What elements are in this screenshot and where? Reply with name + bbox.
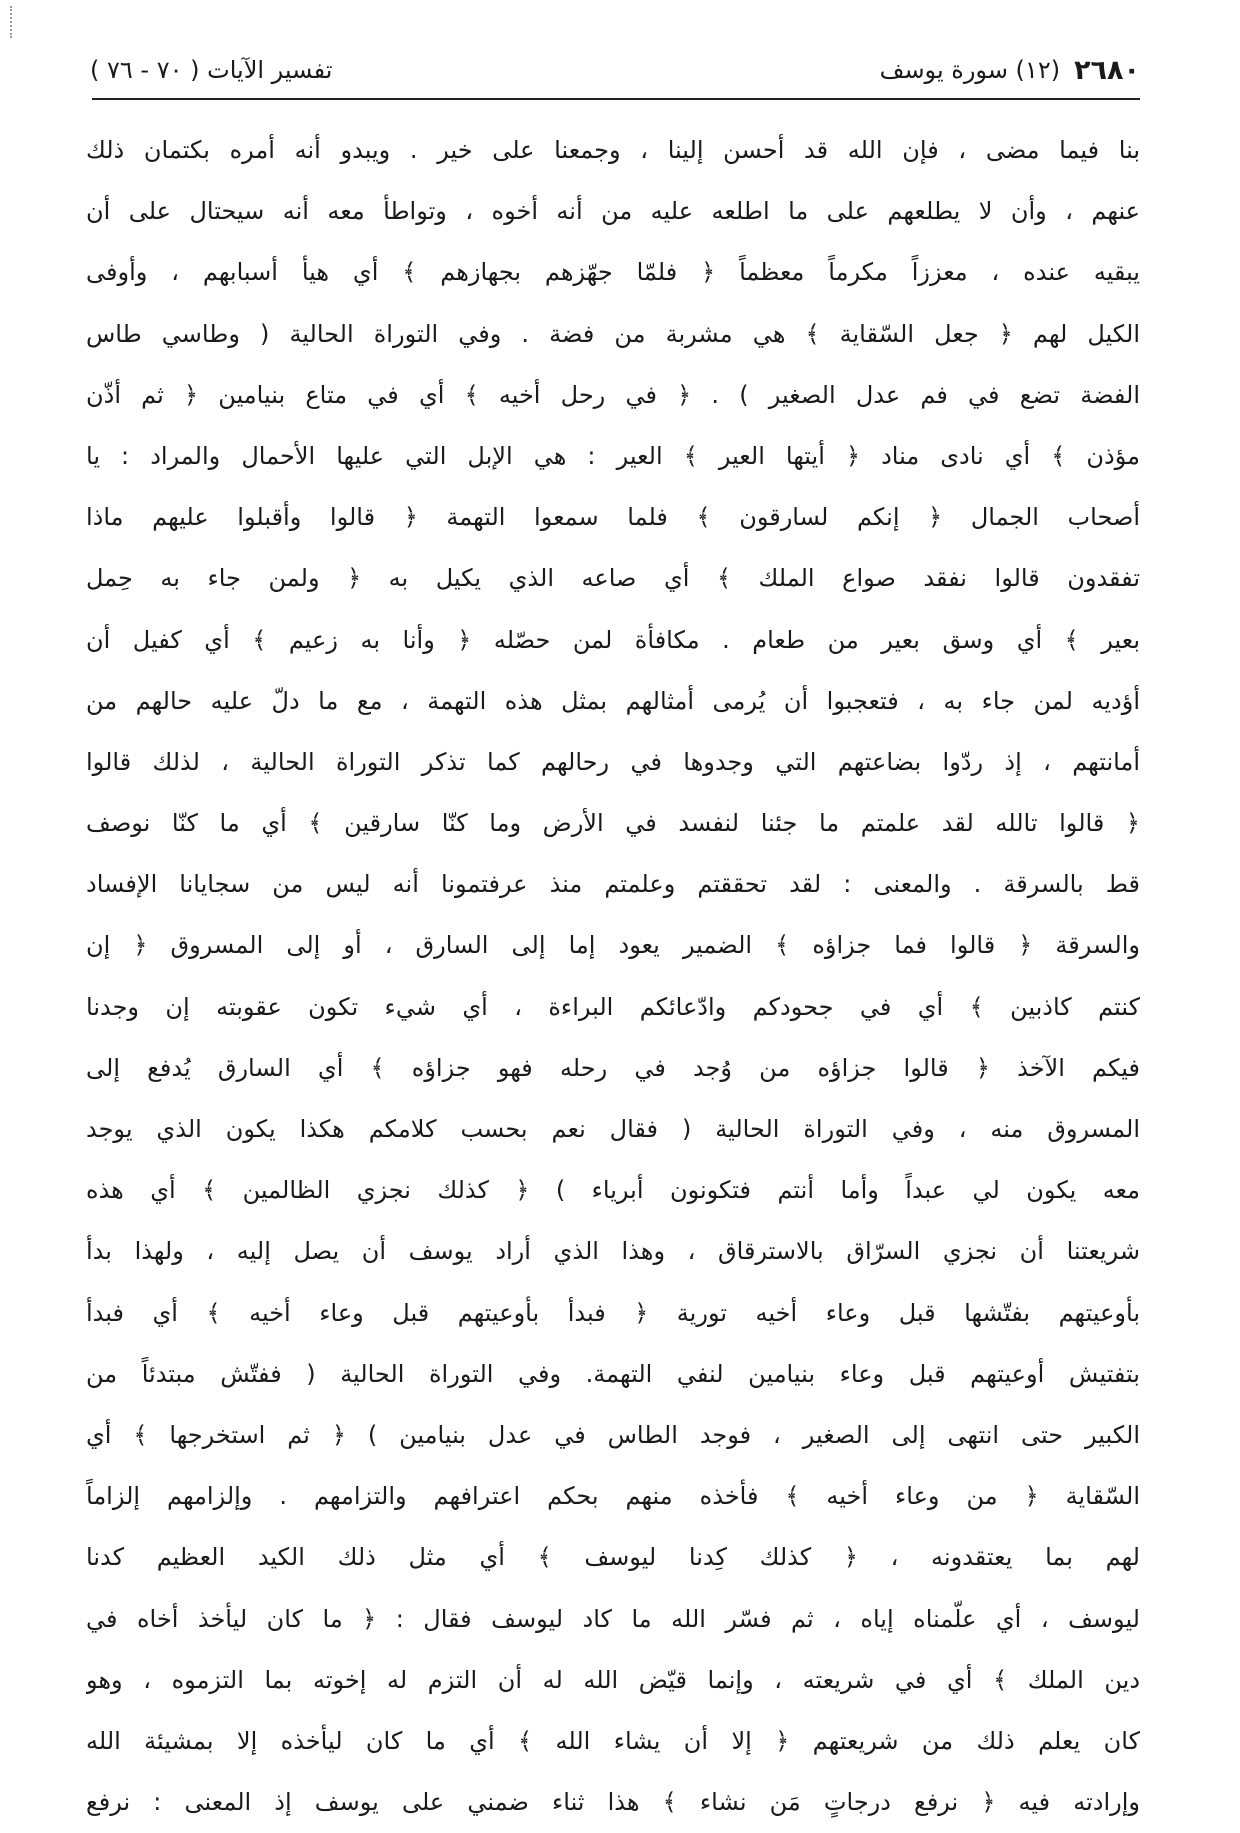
text-line: لهم بما يعتقدونه ، ﴿ كذلك كِدنا ليوسف ﴾ أي مثل ذلك الكيد العظيم كدنا (86, 1543, 1140, 1572)
text-line: ليوسف ، أي علّمناه إياه ، ثم فسّر الله ما كاد ليوسف فقال : ﴿ ما كان ليأخذ أخاه في (86, 1604, 1140, 1633)
text-line: شريعتنا أن نجزي السرّاق بالاسترقاق ، وهذا الذي أراد يوسف أن يصل إليه ، ولهذا بدأ (86, 1237, 1140, 1266)
header-rule (92, 98, 1140, 100)
text-line: السّقاية ﴿ من وعاء أخيه ﴾ فأخذه منهم بحكم اعترافهم والتزامهم . وإلزامهم إلزاماً (86, 1482, 1140, 1511)
margin-mark (10, 6, 18, 38)
text-line: قط بالسرقة . والمعنى : لقد تحققتم وعلمتم منذ عرفتمونا أنه ليس من سجايانا الإفساد (86, 870, 1140, 899)
text-line: ﴿ قالوا تالله لقد علمتم ما جئنا لنفسد في الأرض وما كنّا سارقين ﴾ أي ما كنّا نوصف (86, 809, 1140, 838)
text-line: عنهم ، وأن لا يطلعهم على ما اطلعه عليه من أنه أخوه ، وتواطأ معه أنه سيحتال على أن (86, 197, 1140, 226)
text-line: كان يعلم ذلك من شريعتهم ﴿ إلا أن يشاء الله ﴾ أي ما كان ليأخذه إلا بمشيئة الله (86, 1726, 1140, 1755)
text-line: الفضة تضع في فم عدل الصغير ) . ﴿ في رحل أخيه ﴾ أي في متاع بنيامين ﴿ ثم أذّن (86, 380, 1140, 409)
text-line: أمانتهم ، إذ ردّوا بضاعتهم التي وجدوها في رحالهم كما تذكر التوراة الحالية ، لذلك قالوا (86, 747, 1140, 776)
section-title: تفسير الآيات ( ٧٠ - ٧٦ ) (90, 56, 333, 84)
text-line: بنا فيما مضى ، فإن الله قد أحسن إلينا ، وجمعنا على خير . ويبدو أنه أمره بكتمان ذلك (86, 136, 1140, 164)
text-line: كنتم كاذبين ﴾ أي في جحودكم وادّعائكم البراءة ، أي شيء تكون عقوبته إن وجدنا (86, 992, 1140, 1021)
text-line: المسروق منه ، وفي التوراة الحالية ( فقال نعم بحسب كلامكم هكذا يكون الذي يوجد (86, 1115, 1140, 1143)
text-line: بتفتيش أوعيتهم قبل وعاء بنيامين لنفي التهمة. وفي التوراة الحالية ( ففتّش مبتدئاً من (86, 1359, 1140, 1388)
text-line: فيكم الآخذ ﴿ قالوا جزاؤه من وُجد في رحله فهو جزاؤه ﴾ أي السارق يُدفع إلى (86, 1053, 1140, 1082)
page-header (90, 50, 1140, 90)
text-line: بأوعيتهم بفتّشها قبل وعاء أخيه تورية ﴿ فبدأ بأوعيتهم قبل وعاء أخيه ﴾ أي فبدأ (86, 1298, 1140, 1327)
text-line: معه يكون لي عبداً وأما أنتم فتكونون أبرياء ) ﴿ كذلك نجزي الظالمين ﴾ أي هذه (86, 1176, 1140, 1205)
surah-title: (١٢) سورة يوسف (879, 56, 1061, 84)
text-line: مؤذن ﴾ أي نادى مناد ﴿ أيتها العير ﴾ العير : هي الإبل التي عليها الأحمال والمراد : يا (86, 441, 1140, 470)
text-line: أصحاب الجمال ﴿ إنكم لسارقون ﴾ فلما سمعوا التهمة ﴿ قالوا وأقبلوا عليهم ماذا (86, 503, 1140, 532)
text-line: والسرقة ﴿ قالوا فما جزاؤه ﴾ الضمير يعود إما إلى السارق ، أو إلى المسروق ﴿ إن (86, 931, 1140, 960)
text-line: أؤديه لمن جاء به ، فتعجبوا أن يُرمى أمثالهم بمثل هذه التهمة ، مع ما دلّ عليه حالهم من (86, 686, 1140, 715)
text-line: دين الملك ﴾ أي في شريعته ، وإنما قيّض الله له أن التزم له إخوته بما التزموه ، وهو (86, 1665, 1140, 1694)
text-line: تفقدون قالوا نفقد صواع الملك ﴾ أي صاعه الذي يكيل به ﴿ ولمن جاء به حِمل (86, 564, 1140, 593)
text-line: الكيل لهم ﴿ جعل السّقاية ﴾ هي مشربة من فضة . وفي التوراة الحالية ( وطاسي طاس (86, 319, 1140, 348)
text-line: وإرادته فيه ﴿ نرفع درجاتٍ مَن نشاء ﴾ هذا ثناء ضمني على يوسف إذ المعنى : نرفع (86, 1788, 1140, 1817)
text-line: الكبير حتى انتهى إلى الصغير ، فوجد الطاس في عدل بنيامين ) ﴿ ثم استخرجها ﴾ أي (86, 1420, 1140, 1449)
page-number: ٢٦٨٠ (1074, 54, 1140, 86)
body-text (86, 120, 1140, 1833)
header-right (880, 55, 1140, 86)
text-line: بعير ﴾ أي وسق بعير من طعام . مكافأة لمن حصّله ﴿ وأنا به زعيم ﴾ أي كفيل أن (86, 625, 1140, 654)
text-line: يبقيه عنده ، معززاً مكرماً معظماً ﴿ فلمّا جهّزهم بجهازهم ﴾ أي هيأ أسبابهم ، وأوفى (86, 258, 1140, 287)
